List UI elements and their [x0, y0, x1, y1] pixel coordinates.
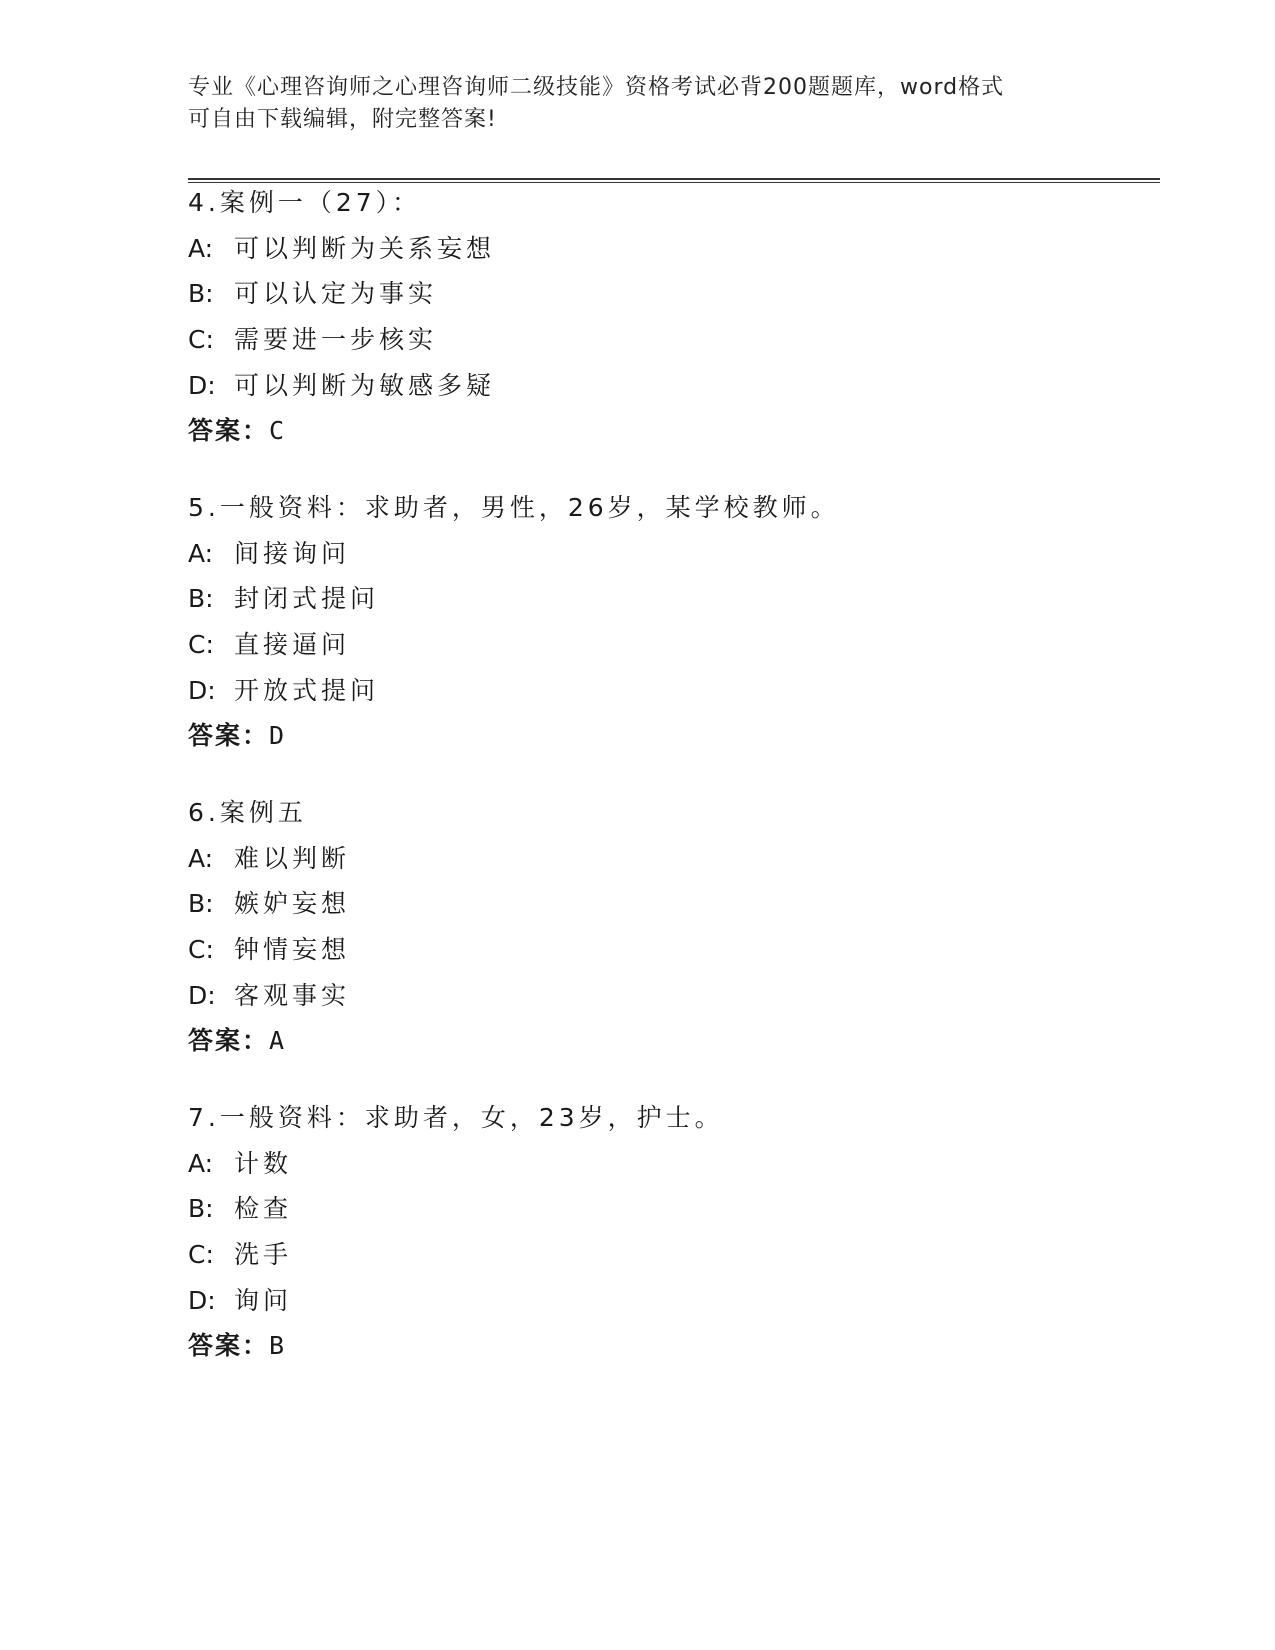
answer-line	[188, 1018, 1148, 1064]
option-c	[188, 927, 1148, 973]
option-letter: B:	[188, 1194, 214, 1224]
question-title: 7.一般资料：求助者，女，23岁，护士。	[188, 1103, 724, 1132]
option-text: 开放式提问	[234, 675, 380, 705]
option-text: 难以判断	[234, 843, 351, 873]
option-letter: B:	[188, 889, 214, 919]
question-6	[188, 790, 1148, 1064]
option-letter: A:	[188, 843, 214, 873]
option-letter: A:	[188, 1148, 214, 1178]
option-text: 询问	[234, 1285, 293, 1315]
question-7	[188, 1095, 1148, 1369]
option-letter: A:	[188, 538, 214, 568]
option-a	[188, 531, 1148, 577]
answer-value: B	[269, 1331, 285, 1361]
question-4	[188, 180, 1148, 454]
option-b	[188, 1186, 1148, 1232]
option-text: 可以认定为事实	[234, 279, 438, 309]
option-a	[188, 836, 1148, 882]
option-letter: D:	[188, 1285, 216, 1315]
option-text: 客观事实	[234, 980, 351, 1010]
option-b	[188, 881, 1148, 927]
option-d	[188, 973, 1148, 1019]
header-title-line-2: 可自由下载编辑，附完整答案!	[188, 107, 497, 132]
option-letter: D:	[188, 980, 216, 1010]
option-letter: D:	[188, 370, 216, 400]
answer-value: D	[269, 721, 285, 751]
question-title: 6.案例五	[188, 798, 307, 827]
option-c	[188, 1232, 1148, 1278]
option-letter: D:	[188, 675, 216, 705]
question-5	[188, 485, 1148, 759]
option-text: 直接逼问	[234, 630, 351, 660]
option-text: 可以判断为敏感多疑	[234, 370, 496, 400]
option-text: 计数	[234, 1148, 293, 1178]
answer-line	[188, 1323, 1148, 1369]
answer-value: C	[269, 416, 285, 446]
answer-label: 答案：	[188, 1026, 270, 1056]
option-text: 钟情妄想	[234, 935, 351, 965]
option-letter: C:	[188, 1240, 214, 1270]
option-b	[188, 576, 1148, 622]
option-a	[188, 1141, 1148, 1187]
answer-label: 答案：	[188, 1331, 270, 1361]
option-text: 封闭式提问	[234, 584, 380, 614]
option-d	[188, 1278, 1148, 1324]
option-text: 可以判断为关系妄想	[234, 233, 496, 263]
option-d	[188, 363, 1148, 409]
option-letter: A:	[188, 233, 214, 263]
option-text: 嫉妒妄想	[234, 889, 351, 919]
answer-label: 答案：	[188, 416, 270, 446]
option-a	[188, 226, 1148, 272]
option-text: 间接询问	[234, 538, 351, 568]
option-c	[188, 622, 1148, 668]
option-text: 需要进一步核实	[234, 325, 438, 355]
option-b	[188, 271, 1148, 317]
question-title: 5.一般资料：求助者，男性，26岁，某学校教师。	[188, 493, 840, 522]
option-letter: C:	[188, 935, 214, 965]
option-letter: B:	[188, 279, 214, 309]
answer-line	[188, 713, 1148, 759]
option-letter: C:	[188, 325, 214, 355]
answer-label: 答案：	[188, 721, 270, 751]
document-header	[188, 72, 1068, 136]
option-d	[188, 668, 1148, 714]
answer-line	[188, 408, 1148, 454]
option-letter: C:	[188, 630, 214, 660]
option-c	[188, 317, 1148, 363]
header-title-line-1: 专业《心理咨询师之心理咨询师二级技能》资格考试必背200题题库，word格式	[188, 75, 1005, 100]
answer-value: A	[269, 1026, 285, 1056]
option-text: 洗手	[234, 1240, 293, 1270]
option-text: 检查	[234, 1194, 293, 1224]
option-letter: B:	[188, 584, 214, 614]
question-title: 4.案例一（27）：	[188, 188, 422, 217]
